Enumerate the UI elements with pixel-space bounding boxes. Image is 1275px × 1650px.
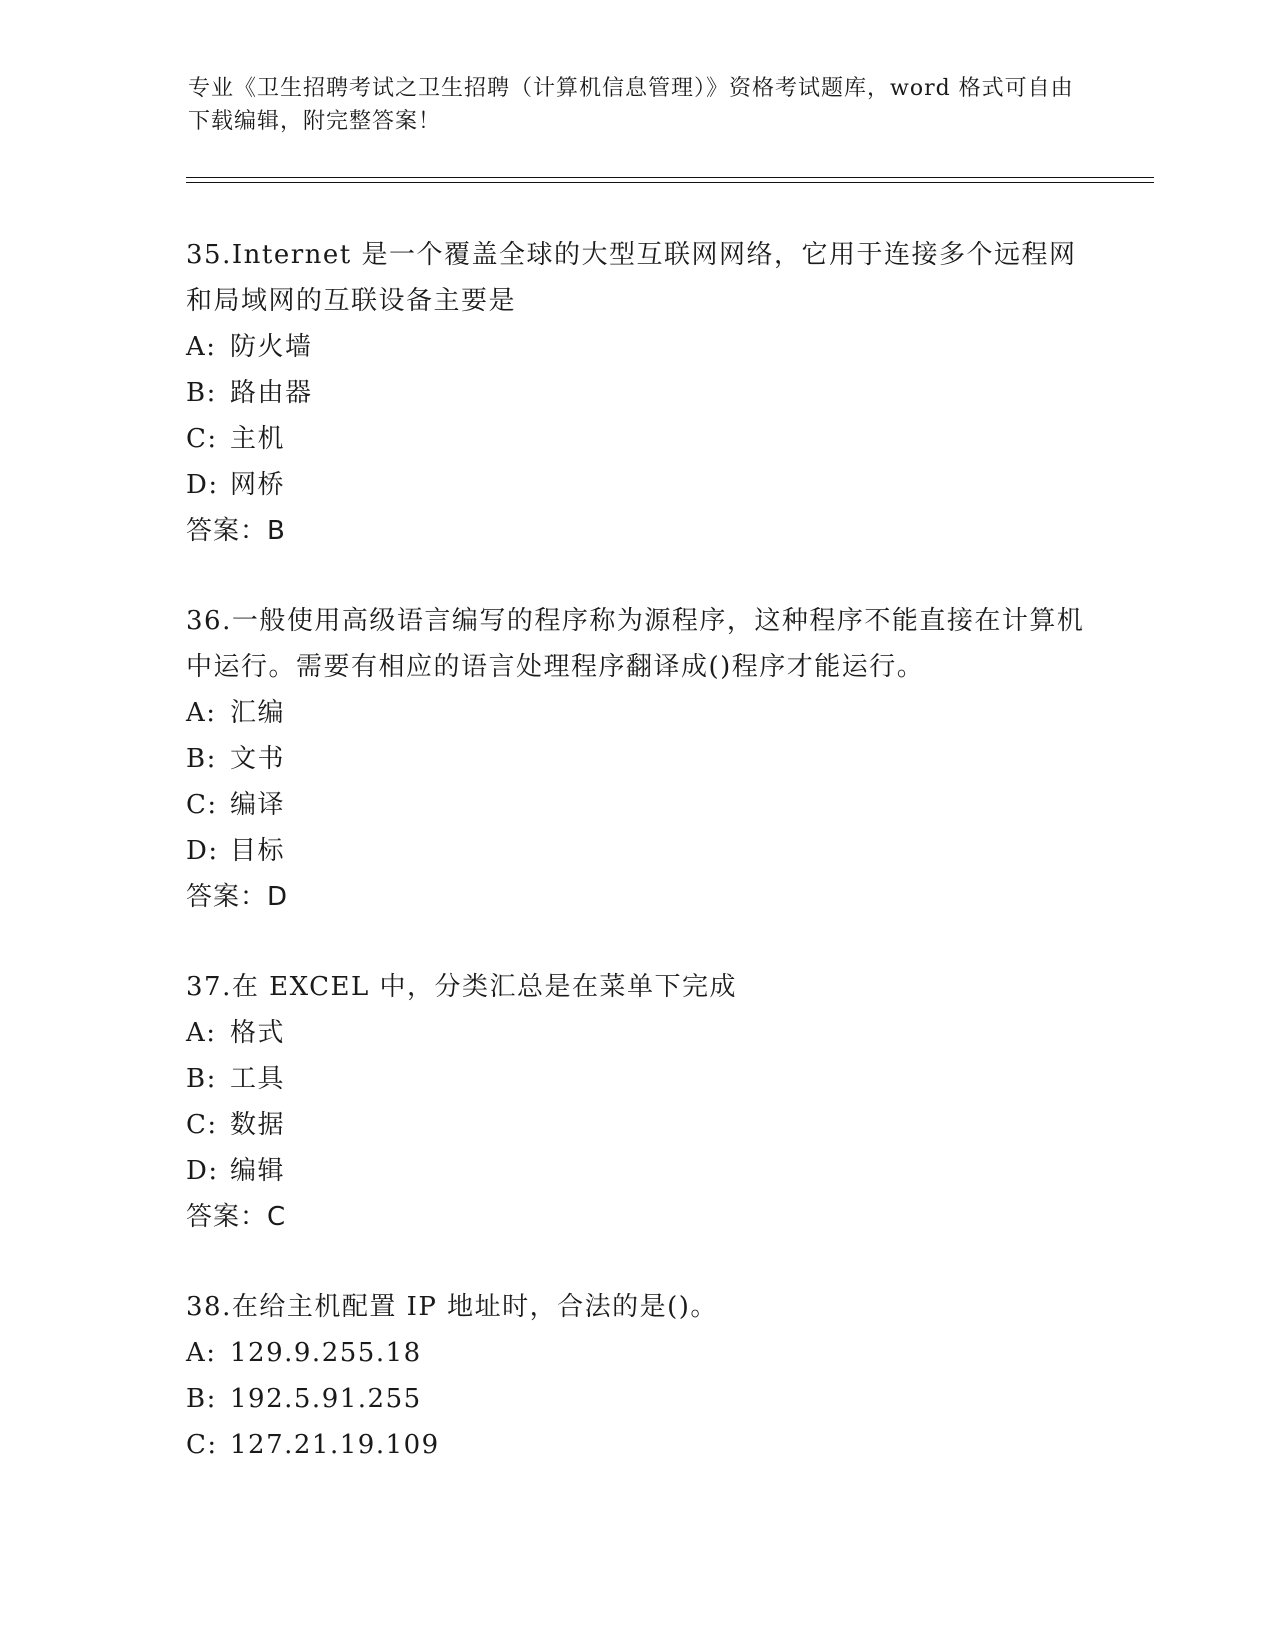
option-text: 主机 bbox=[230, 424, 286, 454]
option-b bbox=[186, 1056, 1086, 1102]
option-a bbox=[186, 690, 1086, 736]
option-letter: D: bbox=[186, 470, 219, 500]
question-text: 37.在 EXCEL 中，分类汇总是在菜单下完成 bbox=[186, 972, 738, 1002]
answer-line: 答案：D bbox=[186, 882, 289, 912]
option-letter: C: bbox=[186, 1430, 218, 1460]
option-text: 编辑 bbox=[230, 1156, 286, 1186]
option-b bbox=[186, 370, 1086, 416]
option-text: 目标 bbox=[230, 836, 286, 866]
question-text: 35.Internet 是一个覆盖全球的大型互联网网络，它用于连接多个远程网和局域网的互联设备主要是 bbox=[186, 240, 1077, 316]
option-a bbox=[186, 1010, 1086, 1056]
option-letter: B: bbox=[186, 378, 217, 408]
option-a bbox=[186, 324, 1086, 370]
option-b bbox=[186, 736, 1086, 782]
option-text: 129.9.255.18 bbox=[230, 1338, 422, 1368]
option-letter: A: bbox=[186, 1018, 217, 1048]
option-text: 192.5.91.255 bbox=[230, 1384, 422, 1414]
option-c bbox=[186, 1422, 1086, 1468]
option-letter: B: bbox=[186, 1384, 217, 1414]
option-a bbox=[186, 1330, 1086, 1376]
option-letter: A: bbox=[186, 332, 217, 362]
option-text: 格式 bbox=[230, 1018, 286, 1048]
question-38 bbox=[186, 1284, 1086, 1468]
option-d bbox=[186, 462, 1086, 508]
option-text: 127.21.19.109 bbox=[230, 1430, 440, 1460]
option-c bbox=[186, 416, 1086, 462]
header-rule-bottom bbox=[186, 182, 1154, 183]
header-rule-top bbox=[186, 177, 1154, 178]
option-c bbox=[186, 1102, 1086, 1148]
option-text: 数据 bbox=[230, 1110, 286, 1140]
option-d bbox=[186, 828, 1086, 874]
document-intro: 专业《卫生招聘考试之卫生招聘（计算机信息管理）》资格考试题库，word 格式可自由下载编辑，附完整答案！ bbox=[188, 76, 1074, 134]
option-letter: A: bbox=[186, 698, 217, 728]
option-text: 汇编 bbox=[230, 698, 286, 728]
option-c bbox=[186, 782, 1086, 828]
option-b bbox=[186, 1376, 1086, 1422]
option-letter: B: bbox=[186, 744, 217, 774]
option-text: 工具 bbox=[230, 1064, 286, 1094]
question-text: 38.在给主机配置 IP 地址时，合法的是()。 bbox=[186, 1292, 718, 1322]
option-letter: D: bbox=[186, 1156, 219, 1186]
question-37 bbox=[186, 964, 1086, 1240]
question-list bbox=[186, 232, 1086, 1512]
option-letter: B: bbox=[186, 1064, 217, 1094]
option-text: 编译 bbox=[230, 790, 286, 820]
option-letter: D: bbox=[186, 836, 219, 866]
answer-line: 答案：B bbox=[186, 516, 286, 546]
answer-line: 答案：C bbox=[186, 1202, 287, 1232]
option-text: 文书 bbox=[230, 744, 286, 774]
option-text: 路由器 bbox=[230, 378, 313, 408]
option-letter: C: bbox=[186, 790, 218, 820]
question-text: 36.一般使用高级语言编写的程序称为源程序，这种程序不能直接在计算机中运行。需要有相应的语言处理程序翻译成()程序才能运行。 bbox=[186, 606, 1085, 682]
question-35 bbox=[186, 232, 1086, 554]
option-letter: C: bbox=[186, 1110, 218, 1140]
option-text: 网桥 bbox=[230, 470, 286, 500]
option-letter: C: bbox=[186, 424, 218, 454]
option-text: 防火墙 bbox=[230, 332, 313, 362]
option-letter: A: bbox=[186, 1338, 217, 1368]
question-36 bbox=[186, 598, 1086, 920]
option-d bbox=[186, 1148, 1086, 1194]
